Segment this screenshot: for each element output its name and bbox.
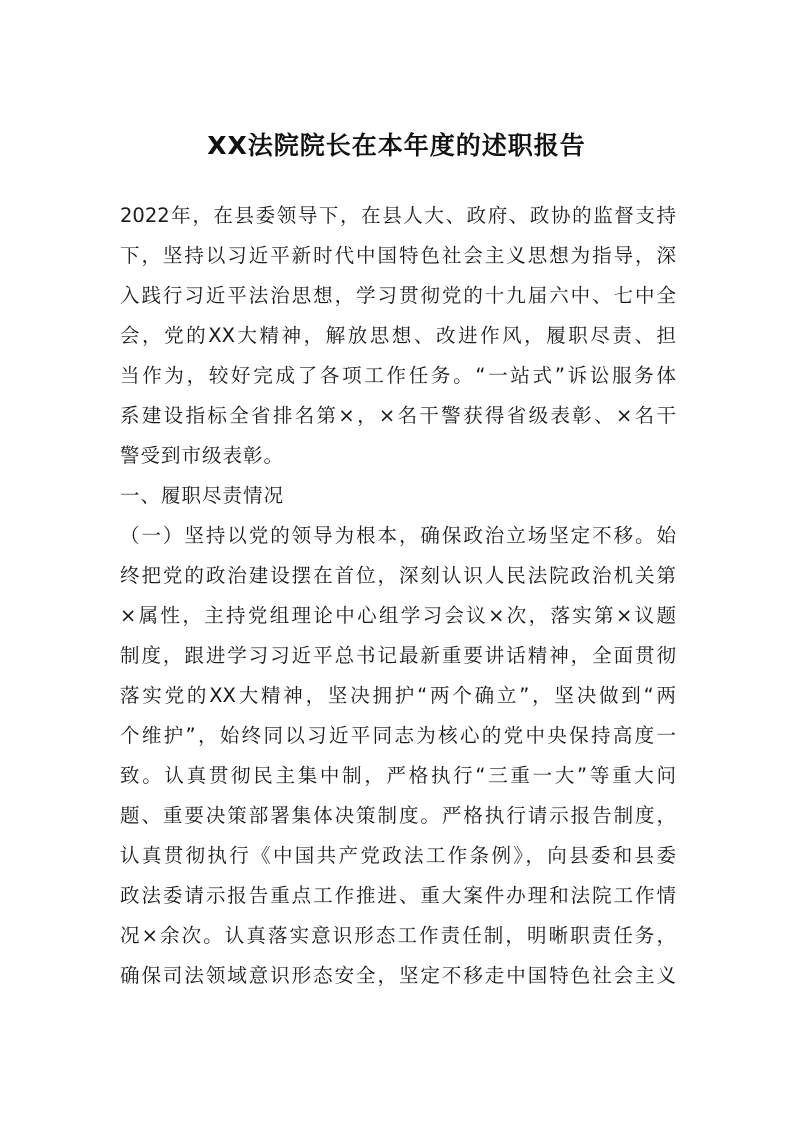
text-line: 入践行习近平法治思想，学习贯彻党的十九届六中、七中全 bbox=[120, 284, 676, 307]
text-line: 会，党的XX大精神，解放思想、改进作风，履职尽责、担 bbox=[120, 324, 676, 347]
text-line: 终把党的政治建设摆在首位，深刻认识人民法院政治机关第 bbox=[120, 564, 676, 587]
text-line: 确保司法领域意识形态安全，坚定不移走中国特色社会主义 bbox=[120, 964, 676, 987]
text-line: （一）坚持以党的领导为根本，确保政治立场坚定不移。始 bbox=[120, 524, 676, 547]
text-line: 警受到市级表彰。 bbox=[120, 444, 285, 467]
document-title: XX法院院长在本年度的述职报告 bbox=[207, 131, 586, 160]
text-line: 况×余次。认真落实意识形态工作责任制，明晰职责任务， bbox=[120, 924, 676, 947]
text-line: 制度，跟进学习习近平总书记最新重要讲话精神，全面贯彻 bbox=[120, 644, 676, 667]
heading-text: 一、履职尽责情况 bbox=[120, 484, 285, 507]
text-line: 致。认真贯彻民主集中制，严格执行“三重一大”等重大问 bbox=[120, 764, 676, 787]
text-line: 下，坚持以习近平新时代中国特色社会主义思想为指导，深 bbox=[120, 244, 676, 267]
text-line: ×属性，主持党组理论中心组学习会议×次，落实第×议题 bbox=[120, 604, 676, 627]
paragraph-intro bbox=[120, 196, 676, 476]
text-line: 认真贯彻执行《中国共产党政法工作条例》，向县委和县委 bbox=[120, 844, 676, 867]
text-line: 系建设指标全省排名第×，×名干警获得省级表彰、×名干 bbox=[120, 404, 676, 427]
section-heading bbox=[120, 476, 676, 516]
document-body bbox=[120, 196, 676, 996]
text-line: 2022年，在县委领导下，在县人大、政府、政协的监督支持 bbox=[120, 204, 676, 227]
text-line: 落实党的XX大精神，坚决拥护“两个确立”，坚决做到“两 bbox=[120, 684, 676, 707]
text-line: 题、重要决策部署集体决策制度。严格执行请示报告制度， bbox=[120, 804, 676, 827]
paragraph-party-leadership bbox=[120, 516, 676, 996]
text-line: 个维护”，始终同以习近平同志为核心的党中央保持高度一 bbox=[120, 724, 676, 747]
text-line: 当作为，较好完成了各项工作任务。“一站式”诉讼服务体 bbox=[120, 364, 676, 387]
text-line: 政法委请示报告重点工作推进、重大案件办理和法院工作情 bbox=[120, 884, 676, 907]
